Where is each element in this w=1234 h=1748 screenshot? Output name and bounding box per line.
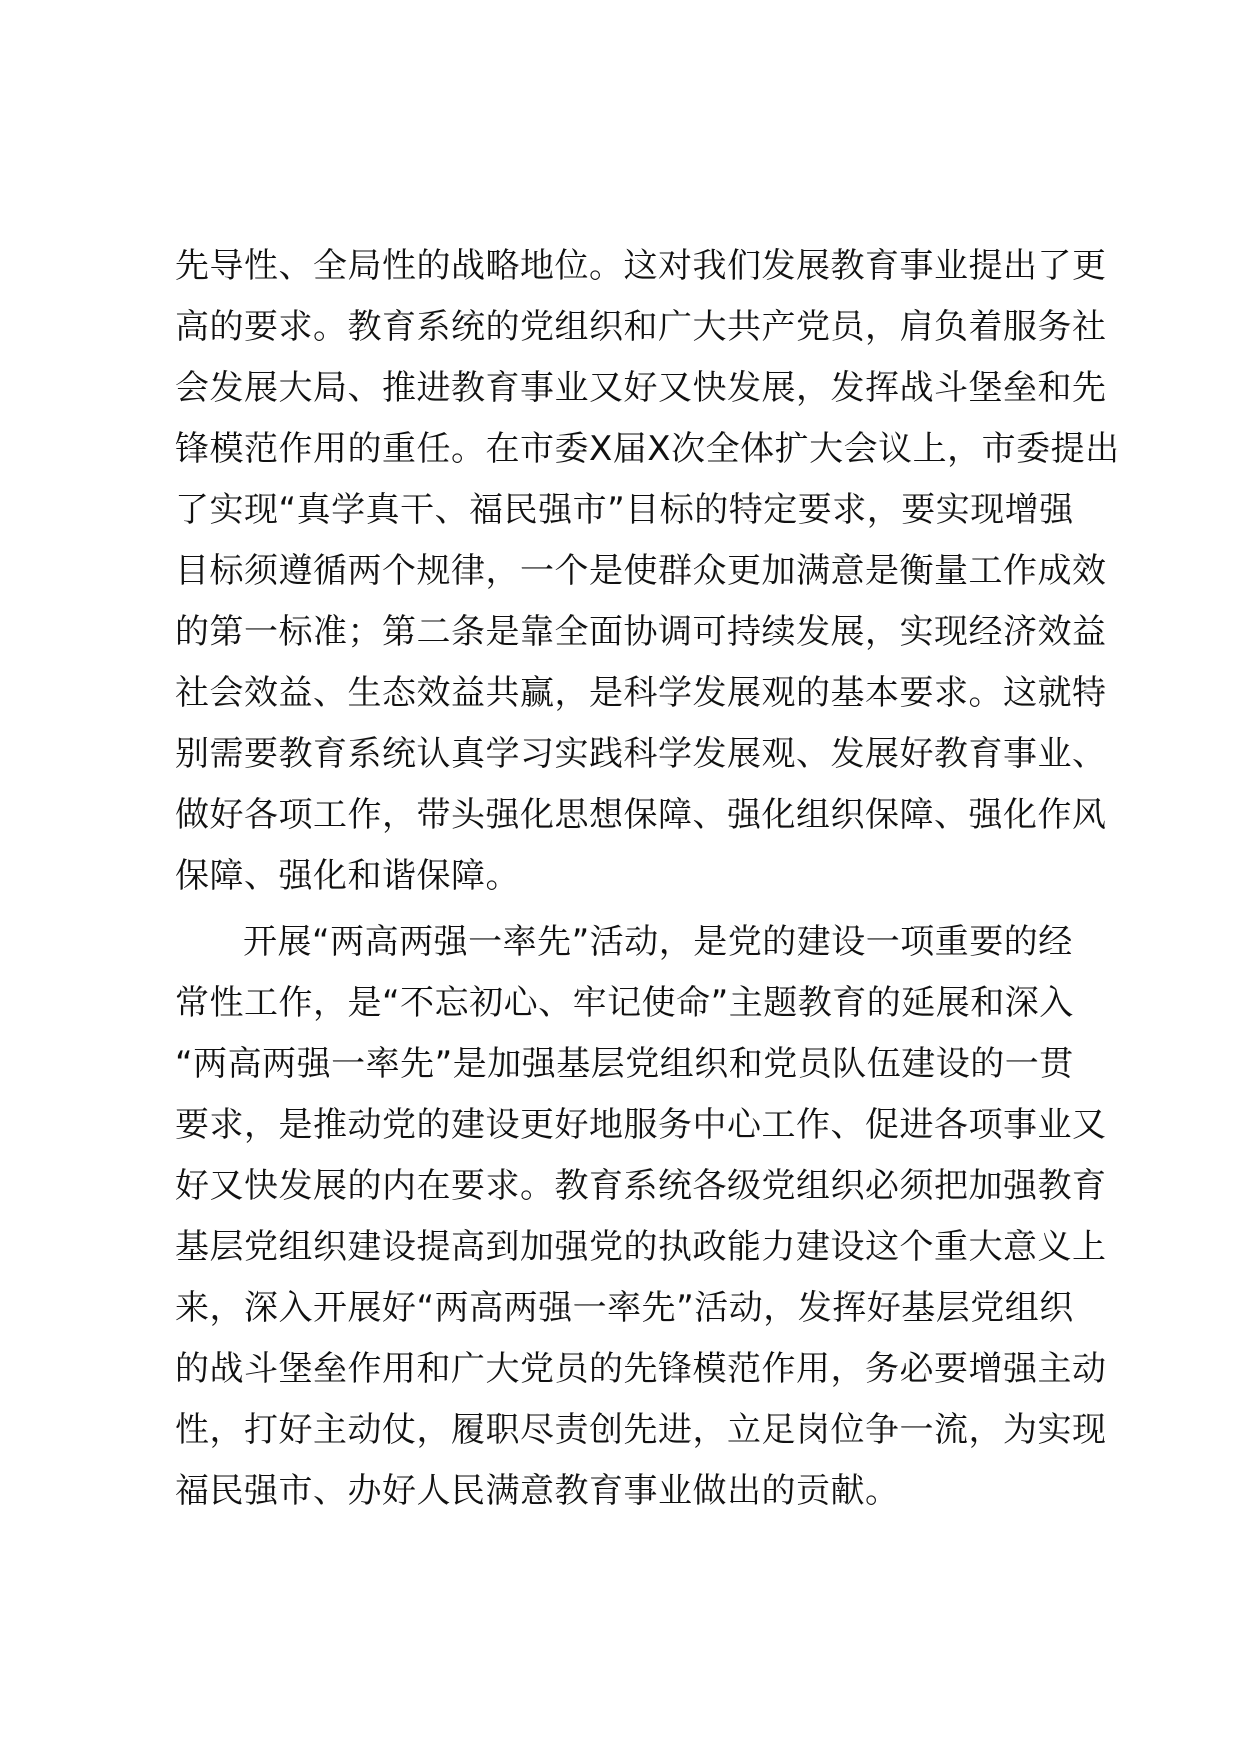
paragraph-line: 保障、强化和谐保障。: [175, 856, 520, 896]
paragraph-line: 先导性、全局性的战略地位。这对我们发展教育事业提出了更: [175, 246, 1107, 286]
paragraph-line: 的第一标准；第二条是靠全面协调可持续发展，实现经济效益: [175, 612, 1107, 652]
paragraph-line: 做好各项工作，带头强化思想保障、强化组织保障、强化作风: [175, 795, 1107, 835]
paragraph-1: [175, 236, 1120, 907]
paragraph-line: 的战斗堡垒作用和广大党员的先锋模范作用，务必要增强主动: [175, 1349, 1107, 1389]
paragraph-line: “两高两强一率先”是加强基层党组织和党员队伍建设的一贯: [175, 1044, 1074, 1084]
paragraph-line: 高的要求。教育系统的党组织和广大共产党员，肩负着服务社: [175, 307, 1107, 347]
paragraph-line: 性，打好主动仗，履职尽责创先进，立足岗位争一流，为实现: [175, 1410, 1107, 1450]
paragraph-line: 锋模范作用的重任。在市委X届X次全体扩大会议上，市委提出: [175, 429, 1120, 469]
paragraph-line: 来，深入开展好“两高两强一率先”活动，发挥好基层党组织: [175, 1288, 1074, 1328]
paragraph-line: 别需要教育系统认真学习实践科学发展观、发展好教育事业、: [175, 734, 1107, 774]
paragraph-line: 社会效益、生态效益共赢，是科学发展观的基本要求。这就特: [175, 673, 1107, 713]
paragraph-line: 目标须遵循两个规律，一个是使群众更加满意是衡量工作成效: [175, 551, 1107, 591]
paragraph-line: 会发展大局、推进教育事业又好又快发展，发挥战斗堡垒和先: [175, 368, 1107, 408]
paragraph-line: 基层党组织建设提高到加强党的执政能力建设这个重大意义上: [175, 1227, 1107, 1267]
paragraph-line: 要求，是推动党的建设更好地服务中心工作、促进各项事业又: [175, 1105, 1107, 1145]
paragraph-first-line: 开展“两高两强一率先”活动，是党的建设一项重要的经: [243, 922, 1073, 962]
paragraph-line: 了实现“真学真干、福民强市”目标的特定要求，要实现增强: [175, 490, 1074, 530]
paragraph-line: 常性工作，是“不忘初心、牢记使命”主题教育的延展和深入: [175, 983, 1074, 1023]
paragraph-line: 福民强市、办好人民满意教育事业做出的贡献。: [175, 1471, 900, 1511]
paragraph-line: 好又快发展的内在要求。教育系统各级党组织必须把加强教育: [175, 1166, 1107, 1206]
paragraph-2: [175, 912, 1107, 1522]
